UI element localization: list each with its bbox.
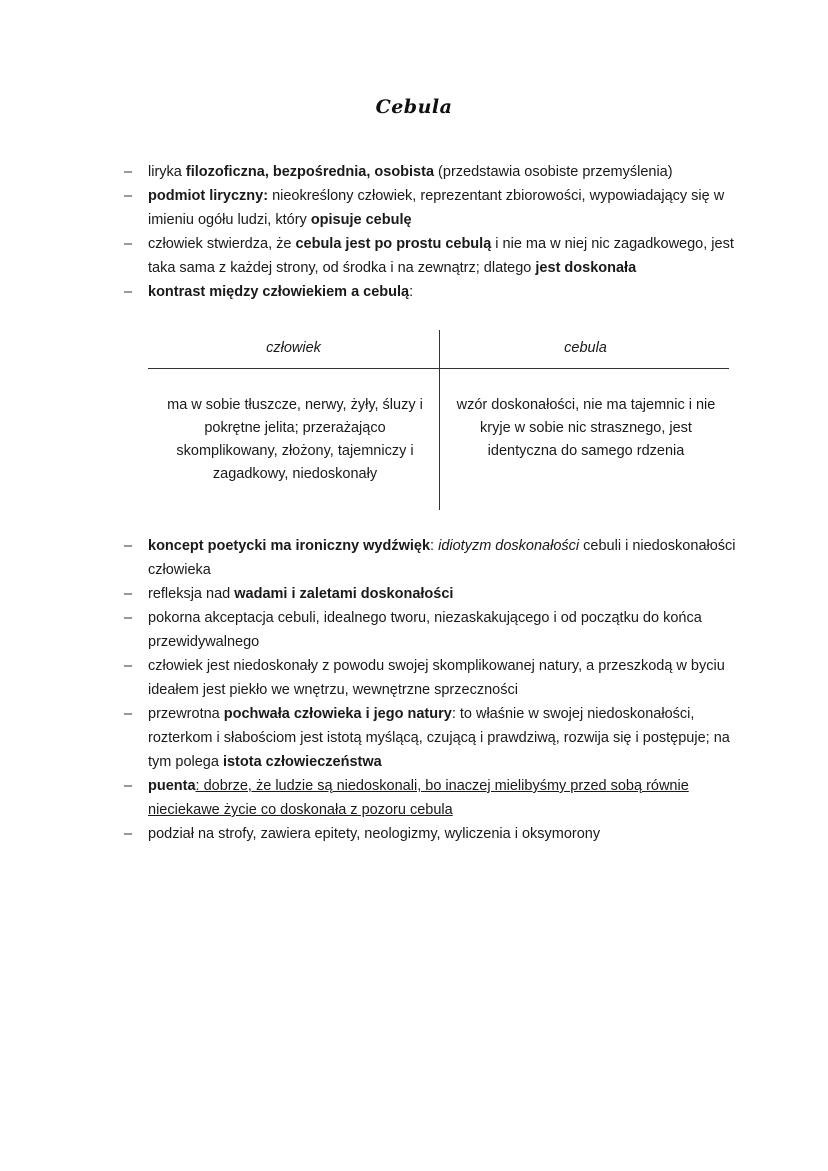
table-column-divider <box>439 330 440 510</box>
bullet-dash: – <box>124 826 133 842</box>
table-header-cebula: cebula <box>564 340 607 356</box>
table-cell-czlowiek: ma w sobie tłuszcze, nerwy, żyły, śluzy i pokrętne jelita; przerażająco skomplikowany, złożony, tajemniczy i zagadkowy, niedoskonały <box>167 397 423 482</box>
list-item: – człowiek jest niedoskonały z powodu swojej skomplikowanej natury, a przeszkodą w byciu ideałem jest piekło we wnętrzu, wewnętrzne sprzeczności <box>0 654 828 702</box>
bullet-dash: – <box>124 610 133 626</box>
list-item: – przewrotna pochwała człowieka i jego natury: to właśnie w swojej niedoskonałości, rozterkom i słabościom jest istotą myślącą, czującą i prawdziwą, rozwija się i postępuje; na tym polega istota człowieczeństwa <box>0 702 828 774</box>
bullet-dash: – <box>124 706 133 722</box>
list-item: – koncept poetycki ma ironiczny wydźwięk: idiotyzm doskonałości cebuli i niedoskonałości człowieka <box>0 534 828 582</box>
table-header-czlowiek: człowiek <box>266 340 321 356</box>
list-item: – podmiot liryczny: nieokreślony człowiek, reprezentant zbiorowości, wypowiadający się w imieniu ogółu ludzi, który opisuje cebulę <box>0 184 828 232</box>
list-item: – pokorna akceptacja cebuli, idealnego tworu, niezaskakującego i od początku do końca przewidywalnego <box>0 606 828 654</box>
list-item: – liryka filozoficzna, bezpośrednia, osobista (przedstawia osobiste przemyślenia) <box>0 160 828 184</box>
bullet-dash: – <box>124 284 133 300</box>
list-item: – puenta: dobrze, że ludzie są niedoskonali, bo inaczej mielibyśmy przed sobą równie nieciekawe życie co doskonała z pozoru cebula <box>0 774 828 822</box>
list-item: – podział na strofy, zawiera epitety, neologizmy, wyliczenia i oksymorony <box>0 822 828 846</box>
analysis-bullet-list <box>0 534 828 846</box>
bullet-dash: – <box>124 188 133 204</box>
list-item: – refleksja nad wadami i zaletami doskonałości <box>0 582 828 606</box>
comparison-table <box>148 330 729 510</box>
table-header-divider <box>148 368 729 369</box>
bullet-dash: – <box>124 778 133 794</box>
bullet-dash: – <box>124 658 133 674</box>
bullet-dash: – <box>124 586 133 602</box>
bullet-dash: – <box>124 538 133 554</box>
table-cell-cebula: wzór doskonałości, nie ma tajemnic i nie kryje w sobie nic strasznego, jest identyczna do samego rdzenia <box>456 397 716 459</box>
bullet-dash: – <box>124 164 133 180</box>
intro-bullet-list <box>0 160 828 304</box>
page-title: Cebula <box>375 96 453 118</box>
list-item: – człowiek stwierdza, że cebula jest po prostu cebulą i nie ma w niej nic zagadkowego, jest taka sama z każdej strony, od środka i na zewnątrz; dlatego jest doskonała <box>0 232 828 280</box>
list-item: – kontrast między człowiekiem a cebulą: <box>0 280 828 304</box>
bullet-dash: – <box>124 236 133 252</box>
